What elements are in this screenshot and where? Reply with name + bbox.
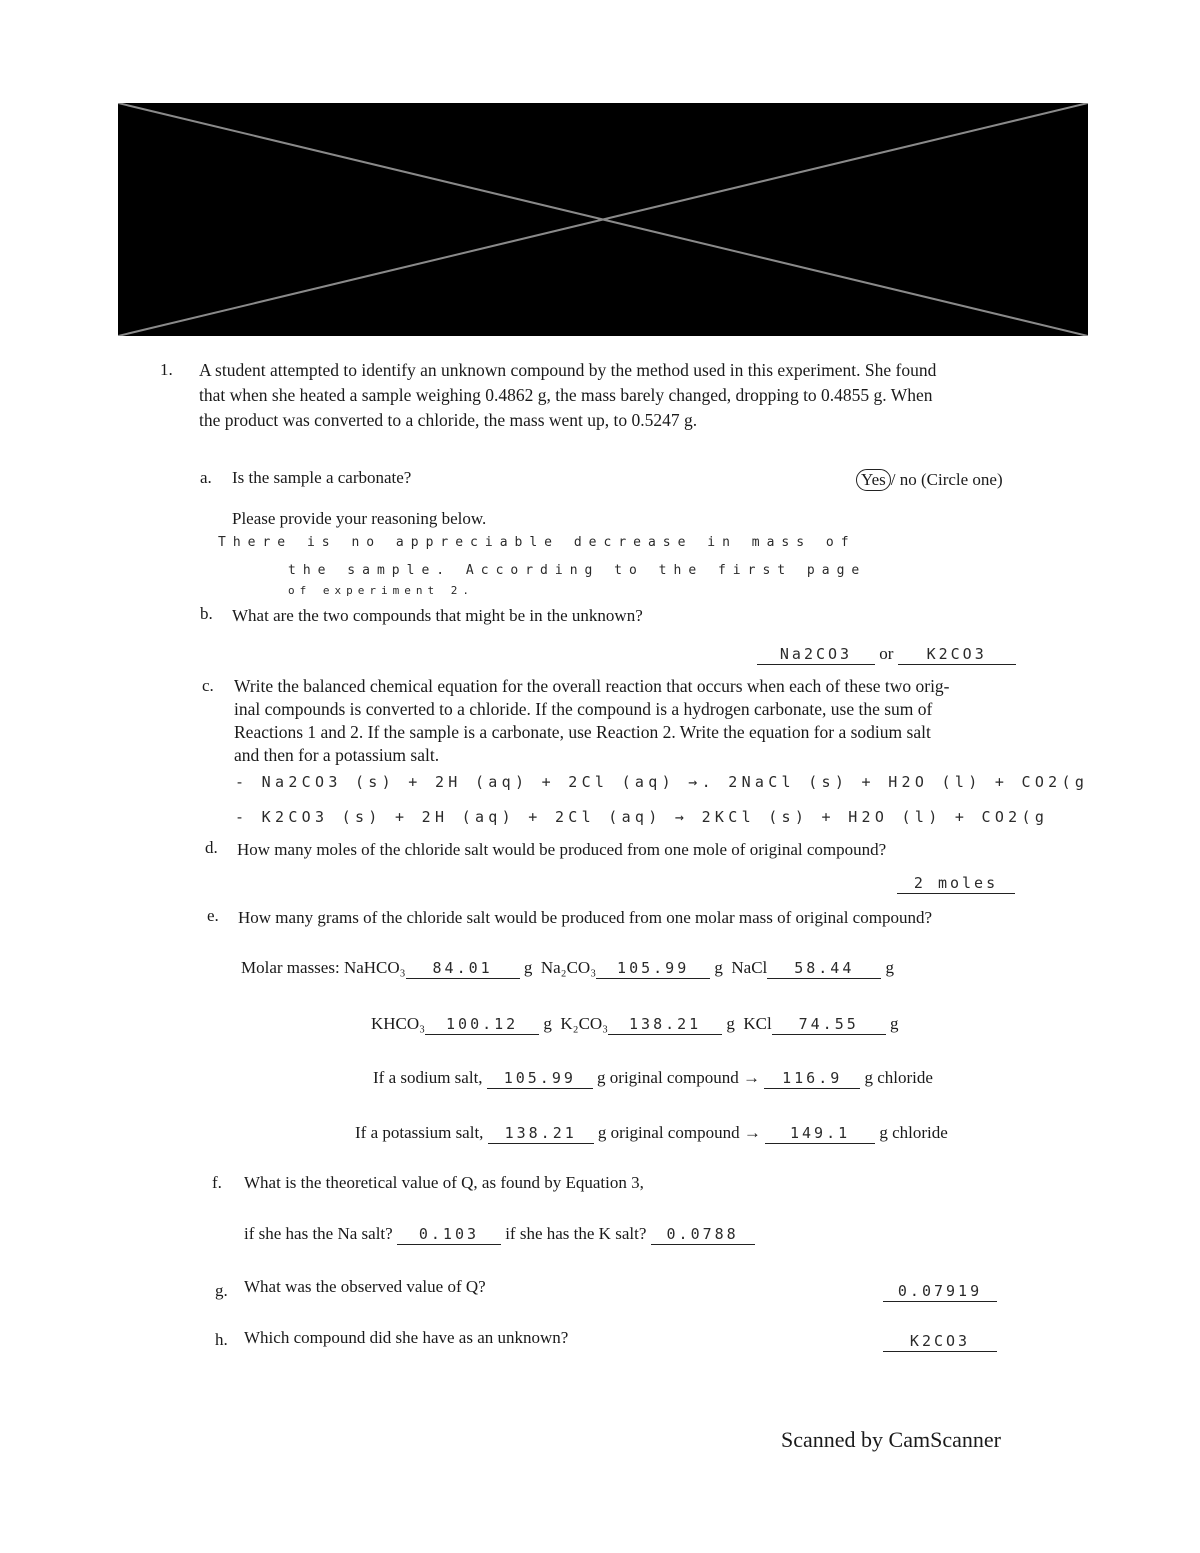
question-number: 1. — [160, 360, 173, 379]
k-salt-q-value: 0.0788 — [651, 1224, 755, 1245]
khco3-value: 100.12 — [425, 1014, 539, 1035]
part-d-letter: d. — [205, 838, 218, 857]
part-f-answers — [244, 1224, 755, 1245]
unit-g: g — [523, 958, 533, 977]
kcl-value: 74.55 — [772, 1014, 886, 1035]
part-h-answer-blank — [883, 1331, 997, 1352]
unknown-compound-answer: K2CO3 — [883, 1331, 997, 1352]
unit-g: g — [714, 958, 723, 977]
part-a-question: Is the sample a carbonate? — [232, 468, 412, 487]
nahco3-label: NaHCO₃ — [343, 958, 406, 977]
or-label: or — [879, 644, 894, 663]
unit-g: g — [889, 1014, 899, 1033]
reasoning-line: There is no appreciable decrease in mass of — [218, 535, 856, 550]
part-h-question: Which compound did she have as an unknown? — [244, 1328, 569, 1347]
part-c-line: and then for a potassium salt. — [234, 745, 440, 765]
potassium-salt-row — [355, 1123, 948, 1144]
nacl-value: 58.44 — [767, 958, 881, 979]
na-salt-prefix: if she has the Na salt? — [244, 1224, 393, 1243]
observed-q-value: 0.07919 — [883, 1281, 997, 1302]
na2co3-value: 105.99 — [596, 958, 710, 979]
reasoning-line: the sample. According to the first page — [288, 563, 867, 578]
question-line: the product was converted to a chloride, the mass went up, to 0.5247 g. — [199, 410, 698, 430]
part-d-question: How many moles of the chloride salt would be produced from one mole of original compound? — [237, 840, 887, 859]
part-b-question: What are the two compounds that might be in the unknown? — [232, 606, 643, 625]
nacl-label: NaCl — [731, 958, 768, 977]
scanner-watermark: Scanned by CamScanner — [781, 1427, 1001, 1452]
question-line: A student attempted to identify an unknown compound by the method used in this experiment. She found — [199, 360, 937, 380]
chloride-text: g chloride — [864, 1068, 933, 1087]
part-h-letter: h. — [215, 1330, 228, 1349]
unit-g: g — [885, 958, 895, 977]
part-b-answer-2: K2CO3 — [898, 644, 1016, 665]
unit-g: g — [543, 1014, 552, 1033]
nahco3-value: 84.01 — [406, 958, 520, 979]
part-c-line: Reactions 1 and 2. If the sample is a carbonate, use Reaction 2. Write the equation for a sodium salt — [234, 722, 931, 742]
part-g-answer-blank — [883, 1281, 997, 1302]
chloride-text: g chloride — [879, 1123, 948, 1142]
part-a-letter: a. — [200, 468, 212, 487]
yes-circled-answer: Yes — [856, 469, 891, 491]
sodium-prefix: If a sodium salt, — [373, 1068, 483, 1087]
redacted-header — [118, 103, 1088, 336]
potassium-chloride-value: 149.1 — [765, 1123, 875, 1144]
molar-masses-label: Molar masses: — [241, 958, 340, 977]
na2co3-label: Na₂CO₃ — [540, 958, 597, 977]
sodium-chloride-value: 116.9 — [764, 1068, 860, 1089]
part-e-question: How many grams of the chloride salt would be produced from one molar mass of original compound? — [238, 908, 932, 927]
na-salt-q-value: 0.103 — [397, 1224, 501, 1245]
k2co3-value: 138.21 — [608, 1014, 722, 1035]
part-c-line: Write the balanced chemical equation for the overall reaction that occurs when each of these two orig- — [234, 676, 950, 696]
k-salt-prefix: if she has the K salt? — [505, 1224, 647, 1243]
part-f-question: What is the theoretical value of Q, as found by Equation 3, — [244, 1173, 644, 1192]
no-circle-label: / no (Circle one) — [890, 470, 1003, 489]
part-a-choice — [856, 469, 1003, 491]
potassium-prefix: If a potassium salt, — [355, 1123, 484, 1142]
reasoning-prompt: Please provide your reasoning below. — [232, 509, 487, 528]
part-b-letter: b. — [200, 604, 213, 623]
part-g-question: What was the observed value of Q? — [244, 1277, 486, 1296]
molar-masses-row-2 — [371, 1014, 898, 1035]
original-compound-text: g original compound → — [597, 1123, 761, 1142]
unit-g: g — [726, 1014, 735, 1033]
molar-masses-row-1 — [241, 958, 894, 979]
part-f-letter: f. — [212, 1173, 222, 1192]
redaction-cross-icon — [118, 103, 1088, 336]
part-c-letter: c. — [202, 676, 214, 695]
sodium-original-value: 105.99 — [487, 1068, 593, 1089]
equation-sodium: - Na2CO3 (s) + 2H (aq) + 2Cl (aq) →. 2NaCl (s) + H2O (l) + CO2(g — [235, 773, 1089, 791]
original-compound-text: g original compound → — [597, 1068, 760, 1087]
part-d-answer: 2 moles — [897, 873, 1015, 894]
sodium-salt-row — [373, 1068, 933, 1089]
part-c-text — [234, 675, 950, 767]
kcl-label: KCl — [743, 1014, 772, 1033]
reasoning-line: of experiment 2. — [288, 584, 474, 597]
part-e-letter: e. — [207, 906, 219, 925]
question-line: that when she heated a sample weighing 0.4862 g, the mass barely changed, dropping to 0.4855 g. When — [199, 385, 933, 405]
part-b-answers — [757, 644, 1016, 665]
part-c-line: inal compounds is converted to a chloride. If the compound is a hydrogen carbonate, use the sum of — [234, 699, 933, 719]
part-b-answer-1: Na2CO3 — [757, 644, 875, 665]
potassium-original-value: 138.21 — [488, 1123, 594, 1144]
k2co3-label: K₂CO₃ — [560, 1014, 609, 1033]
equation-potassium: - K2CO3 (s) + 2H (aq) + 2Cl (aq) → 2KCl (s) + H2O (l) + CO2(g — [235, 808, 1049, 826]
part-g-letter: g. — [215, 1281, 228, 1300]
khco3-label: KHCO₃ — [371, 1014, 426, 1033]
question-text — [199, 358, 936, 433]
part-d-answer-blank — [897, 873, 1015, 894]
